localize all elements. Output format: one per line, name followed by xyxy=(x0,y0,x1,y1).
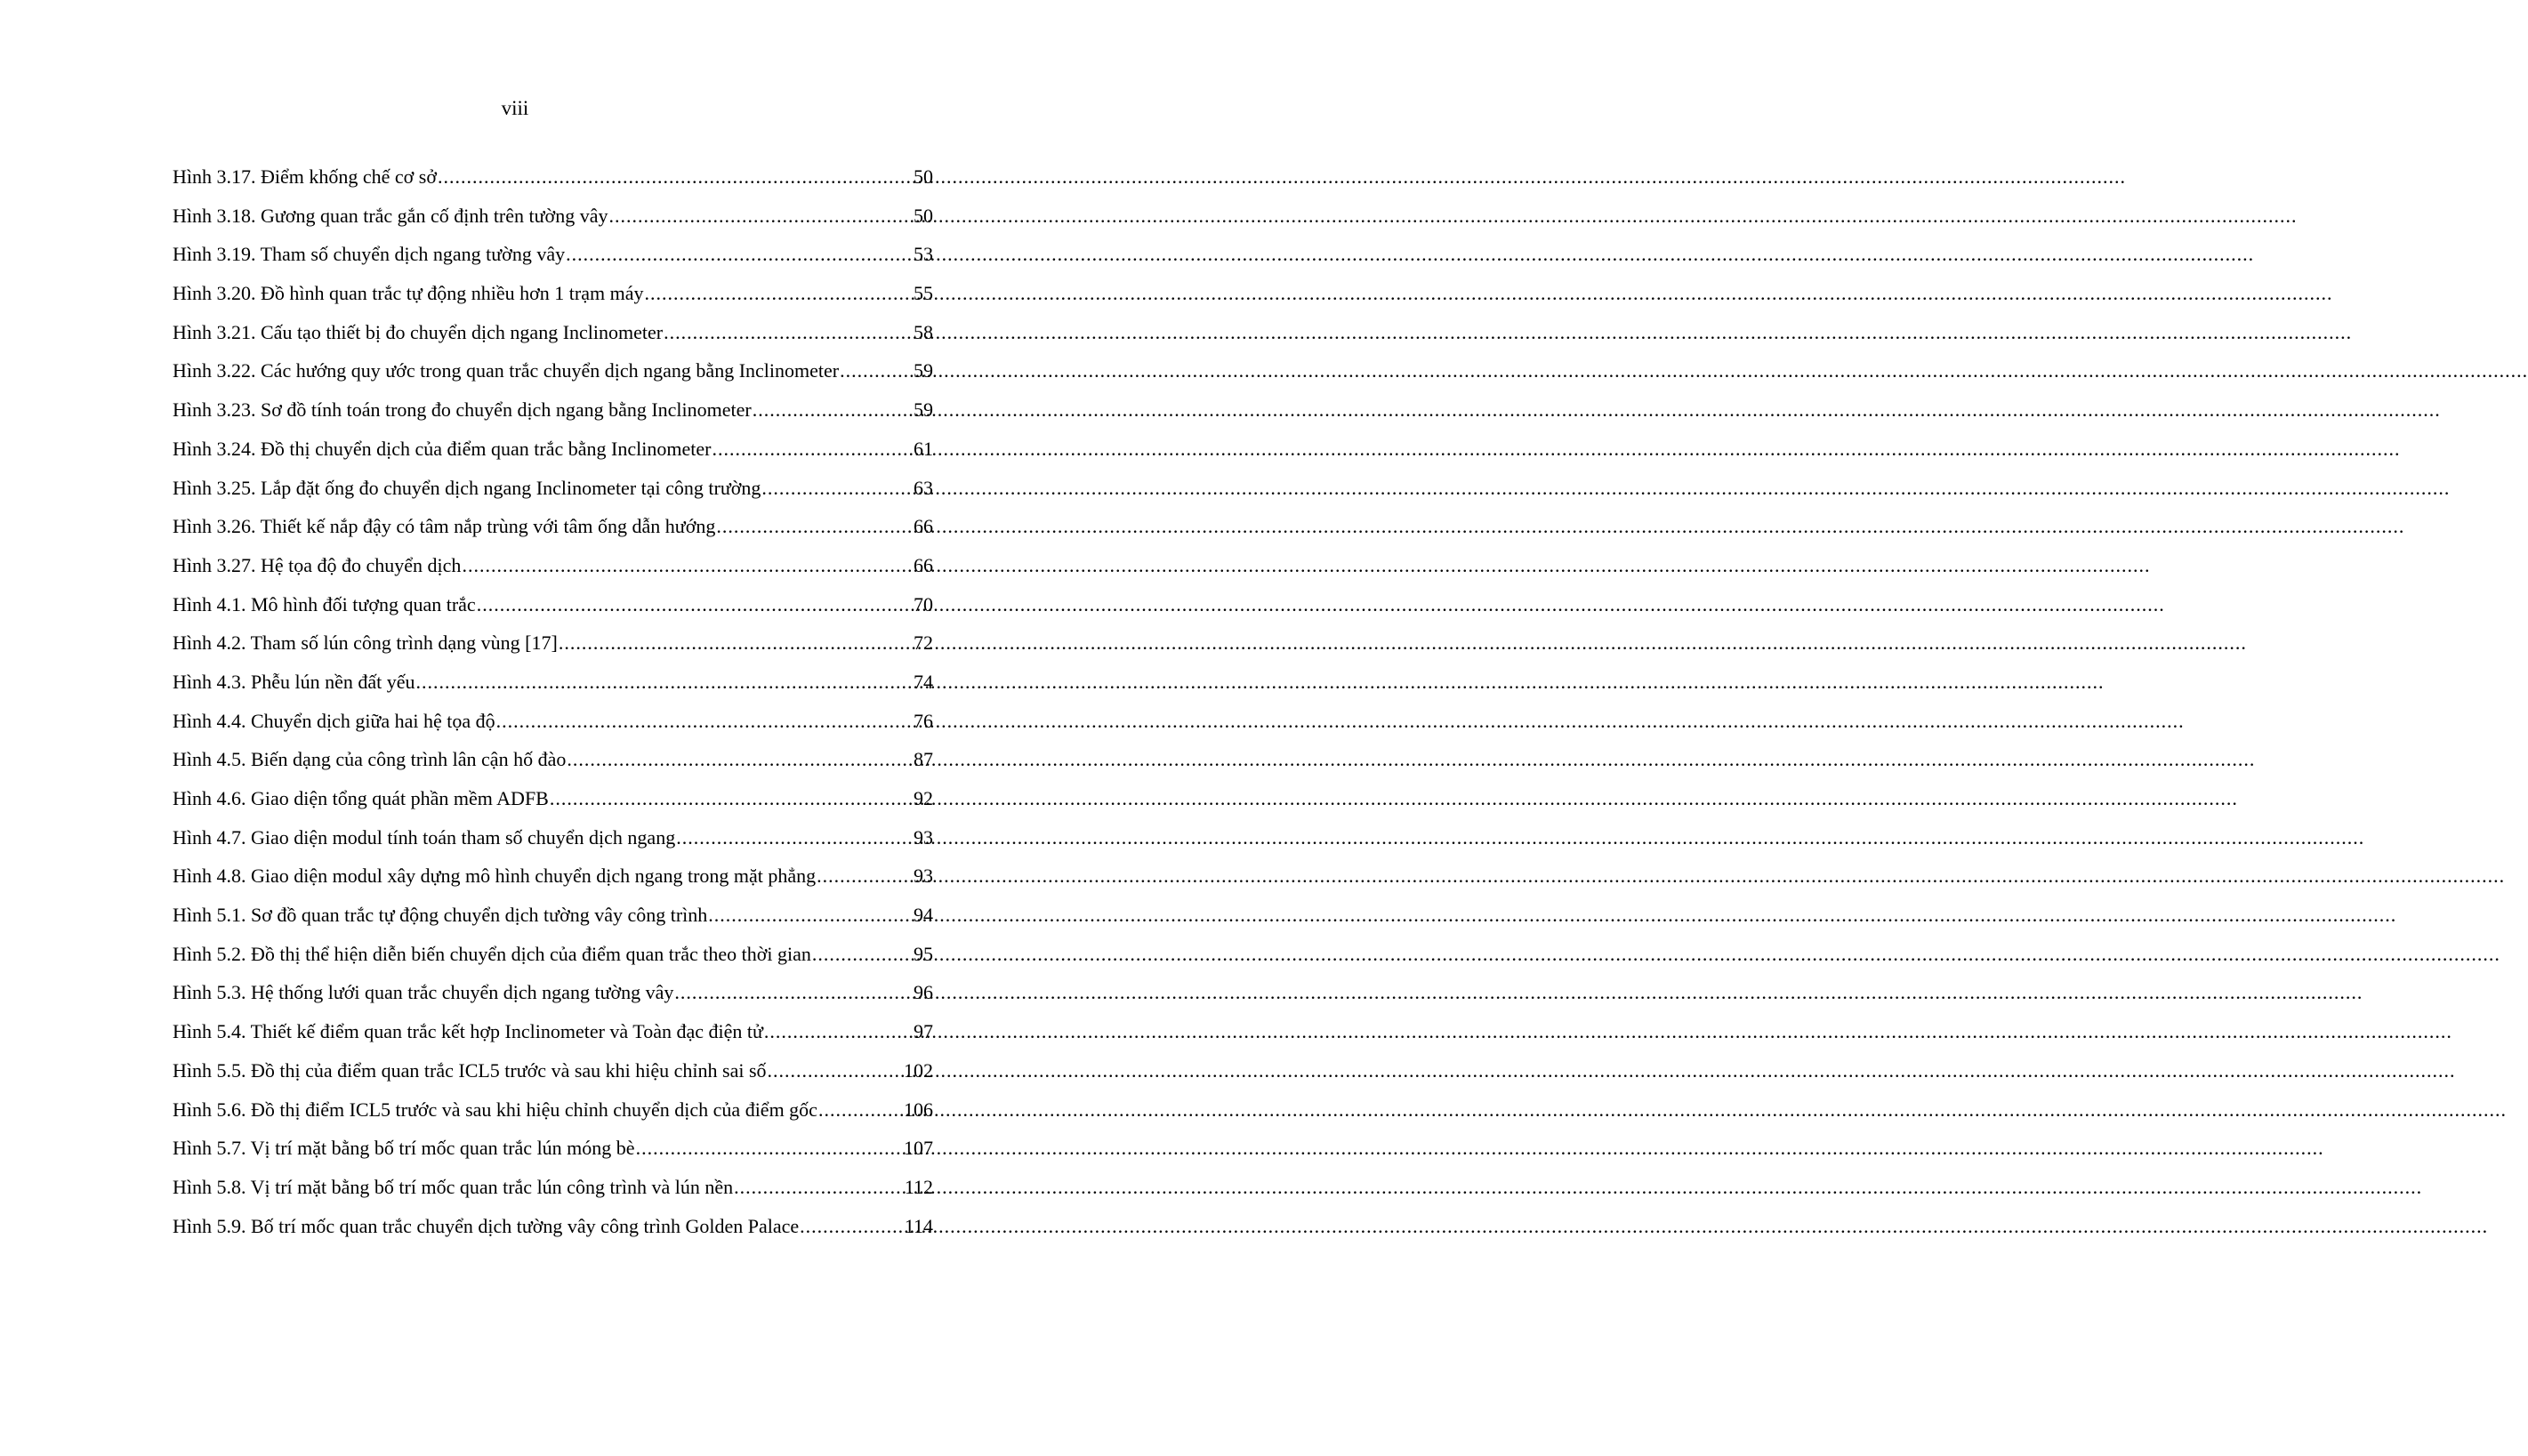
toc-entry-page-number: 92 xyxy=(914,787,933,809)
toc-entry-page-number: 93 xyxy=(914,825,933,849)
toc-entry-page-number: 61 xyxy=(914,437,933,460)
dot-leader xyxy=(708,902,913,929)
toc-entry-page-number: 50 xyxy=(914,165,933,188)
toc-entry-label: Hình 3.19. Tham số chuyển dịch ngang tường vây xyxy=(173,243,566,266)
toc-entry-label: Hình 4.4. Chuyển dịch giữa hai hệ tọa độ xyxy=(173,709,495,732)
toc-entry-page-number: 50 xyxy=(914,204,933,227)
toc-entry-label: Hình 4.1. Mô hình đối tượng quan trắc xyxy=(173,592,476,615)
toc-entry-label: Hình 3.21. Cấu tạo thiết bị đo chuyển dịch ngang Inclinometer xyxy=(173,320,664,343)
toc-entry[interactable] xyxy=(173,164,933,203)
toc-entry-page-number: 53 xyxy=(914,243,933,266)
toc-entry-label: Hình 5.7. Vị trí mặt bằng bố trí mốc quan trắc lún móng bè xyxy=(173,1137,635,1160)
dot-leader xyxy=(768,1058,903,1084)
toc-entry[interactable] xyxy=(173,825,933,864)
toc-entry[interactable] xyxy=(173,319,933,358)
toc-entry-page-number: 66 xyxy=(914,515,933,538)
toc-entry[interactable] xyxy=(173,941,933,980)
dot-leader xyxy=(716,513,913,540)
toc-entry[interactable] xyxy=(173,591,933,631)
toc-entry[interactable] xyxy=(173,979,933,1018)
toc-entry-page-number: 96 xyxy=(914,981,933,1004)
toc-entry[interactable] xyxy=(173,552,933,591)
toc-entry-page-number: 87 xyxy=(914,748,933,771)
toc-entry-label: Hình 4.6. Giao diện tổng quát phần mềm ADFB xyxy=(173,787,549,809)
list-of-figures xyxy=(173,164,933,1251)
dot-leader xyxy=(559,630,913,656)
dot-leader xyxy=(764,1018,913,1045)
dot-leader xyxy=(817,863,913,889)
toc-entry-page-number: 97 xyxy=(914,1020,933,1043)
toc-entry-label: Hình 5.6. Đồ thị điểm ICL5 trước và sau khi hiệu chỉnh chuyển dịch của điểm gốc xyxy=(173,1098,817,1121)
toc-entry[interactable] xyxy=(173,1174,933,1213)
dot-leader xyxy=(477,591,913,618)
toc-entry-label: Hình 5.4. Thiết kế điểm quan trắc kết hợp Inclinometer và Toàn đạc điện tử xyxy=(173,1020,763,1043)
toc-entry[interactable] xyxy=(173,203,933,242)
toc-entry-label: Hình 5.5. Đồ thị của điểm quan trắc ICL5 trước và sau khi hiệu chỉnh sai số xyxy=(173,1058,767,1082)
toc-entry[interactable] xyxy=(173,475,933,514)
toc-entry[interactable] xyxy=(173,436,933,475)
dot-leader xyxy=(674,979,913,1006)
toc-entry-label: Hình 3.18. Gương quan trắc gắn cố định trên tường vây xyxy=(173,204,608,227)
toc-entry-page-number: 102 xyxy=(904,1058,933,1082)
dot-leader xyxy=(840,358,913,384)
dot-leader xyxy=(608,203,913,229)
dot-leader xyxy=(800,1213,904,1240)
toc-entry-label: Hình 3.27. Hệ tọa độ đo chuyển dịch xyxy=(173,553,462,576)
toc-entry-page-number: 94 xyxy=(914,904,933,927)
toc-entry-label: Hình 5.3. Hệ thống lưới quan trắc chuyển dịch ngang tường vây xyxy=(173,981,674,1004)
toc-entry[interactable] xyxy=(173,669,933,708)
toc-entry[interactable] xyxy=(173,902,933,941)
toc-entry-page-number: 58 xyxy=(914,320,933,343)
toc-entry-label: Hình 3.22. Các hướng quy ước trong quan trắc chuyển dịch ngang bằng Inclinometer xyxy=(173,359,840,382)
dot-leader xyxy=(550,785,913,812)
toc-entry-label: Hình 4.3. Phễu lún nền đất yếu xyxy=(173,670,415,693)
toc-entry-label: Hình 3.25. Lắp đặt ống đo chuyển dịch ngang Inclinometer tại công trường xyxy=(173,476,761,499)
toc-entry-page-number: 93 xyxy=(914,865,933,888)
toc-entry[interactable] xyxy=(173,280,933,319)
toc-entry[interactable] xyxy=(173,630,933,669)
dot-leader xyxy=(438,164,913,190)
toc-entry-label: Hình 5.1. Sơ đồ quan trắc tự động chuyển dịch tường vây công trình xyxy=(173,904,708,927)
toc-entry[interactable] xyxy=(173,746,933,785)
toc-entry-label: Hình 4.8. Giao diện modul xây dựng mô hình chuyển dịch ngang trong mặt phẳng xyxy=(173,865,817,888)
toc-entry[interactable] xyxy=(173,513,933,552)
toc-entry-page-number: 76 xyxy=(914,709,933,732)
dot-leader xyxy=(416,669,913,696)
toc-entry-label: Hình 4.5. Biến dạng của công trình lân cận hố đào xyxy=(173,748,567,771)
dot-leader xyxy=(761,475,913,502)
dot-leader xyxy=(818,1097,903,1123)
toc-entry-page-number: 107 xyxy=(904,1137,933,1160)
toc-entry-label: Hình 5.8. Vị trí mặt bằng bố trí mốc quan trắc lún công trình và lún nền xyxy=(173,1175,734,1198)
toc-entry-page-number: 74 xyxy=(914,670,933,693)
toc-entry-label: Hình 3.24. Đồ thị chuyển dịch của điểm quan trắc bằng Inclinometer xyxy=(173,437,712,460)
toc-entry-label: Hình 4.7. Giao diện modul tính toán tham số chuyển dịch ngang xyxy=(173,825,676,849)
toc-entry[interactable] xyxy=(173,241,933,280)
toc-entry-page-number: 59 xyxy=(914,398,933,422)
toc-entry-label: Hình 3.23. Sơ đồ tính toán trong đo chuyển dịch ngang bằng Inclinometer xyxy=(173,398,752,422)
toc-entry-page-number: 114 xyxy=(904,1214,933,1237)
toc-entry-page-number: 95 xyxy=(914,942,933,965)
toc-entry-page-number: 66 xyxy=(914,553,933,576)
toc-entry[interactable] xyxy=(173,708,933,747)
dot-leader xyxy=(812,941,913,968)
toc-entry[interactable] xyxy=(173,397,933,436)
dot-leader xyxy=(567,746,913,773)
toc-entry-page-number: 112 xyxy=(904,1175,933,1198)
toc-entry[interactable] xyxy=(173,1213,933,1252)
dot-leader xyxy=(712,436,913,463)
toc-entry[interactable] xyxy=(173,358,933,397)
dot-leader xyxy=(462,552,913,579)
dot-leader xyxy=(753,397,913,423)
dot-leader xyxy=(496,708,913,735)
dot-leader xyxy=(636,1135,903,1162)
toc-entry-label: Hình 5.9. Bố trí mốc quan trắc chuyển dịch tường vây công trình Golden Palace xyxy=(173,1214,800,1237)
toc-entry-page-number: 72 xyxy=(914,631,933,655)
toc-entry[interactable] xyxy=(173,1058,933,1097)
page-number: viii xyxy=(501,97,529,119)
dot-leader xyxy=(566,241,913,268)
toc-entry[interactable] xyxy=(173,1018,933,1058)
toc-entry[interactable] xyxy=(173,1135,933,1174)
toc-entry-page-number: 55 xyxy=(914,282,933,305)
dot-leader xyxy=(734,1174,904,1201)
toc-entry[interactable] xyxy=(173,863,933,902)
toc-entry-label: Hình 3.17. Điểm khống chế cơ sở xyxy=(173,165,437,188)
toc-entry[interactable] xyxy=(173,1097,933,1136)
toc-entry-label: Hình 3.20. Đồ hình quan trắc tự động nhiều hơn 1 trạm máy xyxy=(173,282,644,305)
toc-entry-label: Hình 3.26. Thiết kế nắp đậy có tâm nắp trùng với tâm ống dẫn hướng xyxy=(173,515,716,538)
dot-leader xyxy=(676,825,913,851)
toc-entry-page-number: 63 xyxy=(914,476,933,499)
toc-entry-page-number: 59 xyxy=(914,359,933,382)
toc-entry-page-number: 70 xyxy=(914,592,933,615)
dot-leader xyxy=(644,280,913,307)
toc-entry-label: Hình 5.2. Đồ thị thể hiện diễn biến chuyển dịch của điểm quan trắc theo thời gian xyxy=(173,942,811,965)
dot-leader xyxy=(664,319,913,346)
toc-entry-label: Hình 4.2. Tham số lún công trình dạng vùng [17] xyxy=(173,631,558,655)
toc-entry-page-number: 106 xyxy=(904,1098,933,1121)
toc-entry[interactable] xyxy=(173,785,933,825)
